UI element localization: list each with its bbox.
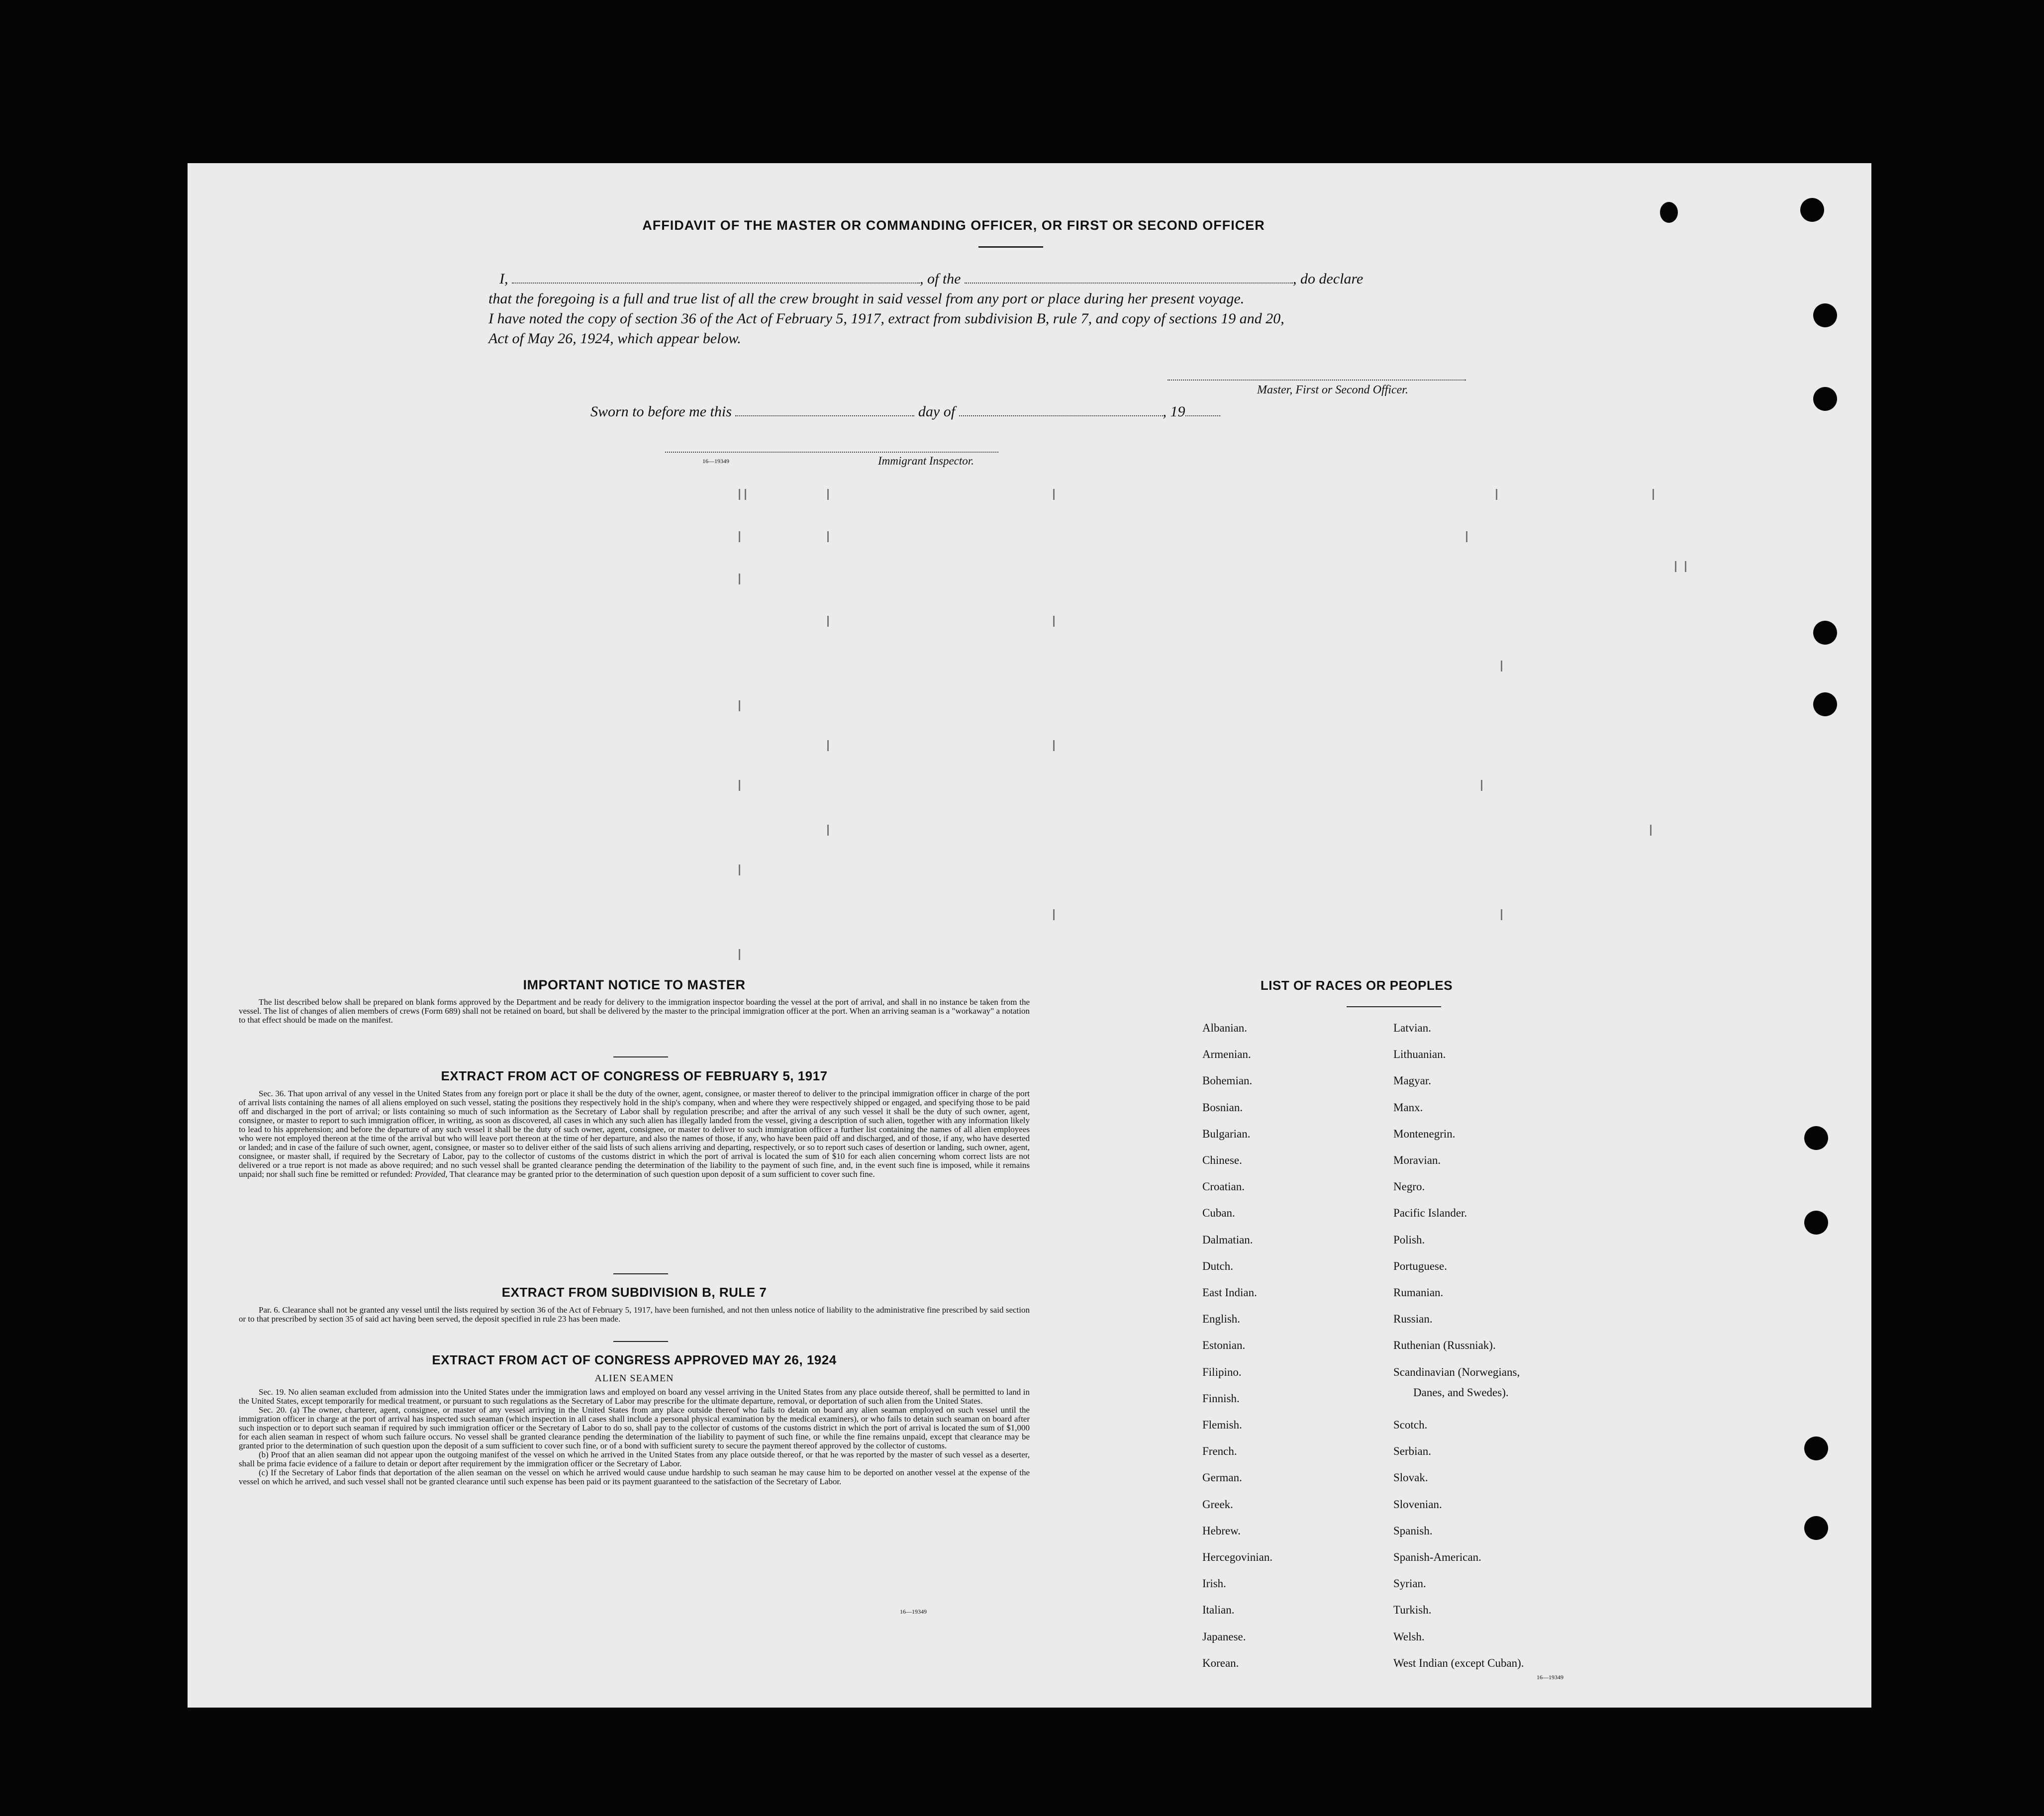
punch-hole <box>1804 1436 1828 1460</box>
punch-hole <box>1813 692 1837 716</box>
race-item: Cuban. <box>1202 1207 1235 1220</box>
sec19-paragraph <box>239 1388 1030 1406</box>
race-item: Slovenian. <box>1393 1498 1442 1511</box>
notice-title: IMPORTANT NOTICE TO MASTER <box>523 977 746 992</box>
race-item: Bulgarian. <box>1202 1127 1251 1140</box>
race-item: Syrian. <box>1393 1577 1426 1590</box>
race-item: Polish. <box>1393 1233 1425 1246</box>
race-item: Turkish. <box>1393 1604 1432 1617</box>
proviso-label: Provided, <box>414 1169 448 1179</box>
race-item: Magyar. <box>1393 1074 1432 1087</box>
races-form-number: 16—19349 <box>1537 1674 1563 1681</box>
sec36-text: That upon arrival of any vessel in the United States from any foreign port or place it shall be the duty of the owner, agent, consignee, or master thereof to deliver to the principal immigration officer in charge of the port of arrival lists containing the names of all aliens employed on such vessel, stating the positions they respectively hold in the ship's company, when and where they were respectively shipped or engaged, and specifying those to be paid off and discharged in the port of arrival; or lists containing so much of such information as the Secretary of Labor shall by regulation prescribe; and after the arrival of any such vessel it shall be the duty of such owner, agent, consignee, or master to report to such immigration officer, in writing, as soon as discovered, all cases in which any such alien has illegally landed from the vessel, giving a description of such alien, together with any information likely to lead to his apprehension; and before the departure of any such vessel it shall be the duty of such owner, agent, consignee, or master to deliver to such immigration officer a further list containing the names of all alien employees who were not employed thereon at the time of the arrival but who will leave port thereon at the time of her departure, and also the names of those, if any, who have been paid off and discharged, and of those, if any, who have deserted or landed; and in case of the failure of such owner, agent, consignee, or master so to deliver either of the said lists of such aliens arriving and departing, respectively, or so to report such cases of desertion or landing, such owner, agent, consignee, or master shall, if required by the Secretary of Labor, pay to the collector of customs of the customs district in which the port of arrival is located the sum of $10 for each alien concerning whom correct lists are not delivered or a true report is not made as above required; and no such vessel shall be granted clearance pending the determination of the liability to the payment of such fine, and, in the event such fine is imposed, while it remains unpaid; nor shall such fine be remitted or refunded: <box>239 1089 1030 1179</box>
race-item: Portuguese. <box>1393 1259 1447 1272</box>
punch-hole <box>1813 303 1837 327</box>
sec20-label: Sec. 20. (a) <box>259 1405 299 1415</box>
race-item: Flemish. <box>1202 1419 1242 1431</box>
sworn-label: Sworn to before me this <box>590 403 732 420</box>
sec20a-text: The owner, charterer, agent, consignee, or master of any vessel arriving in the United States from any place outside thereof who fails to detain on board any alien seaman employed on such vessel until the immigration officer in charge at the port of arrival has inspected such seaman (which inspection in all cases shall include a personal physical examination by the medical examiners), or who fails to detain such seaman on board after such inspection or to deport such seaman if required by such immigration officer or the Secretary of Labor to do so, shall pay to the collector of customs of the customs district in which the port of arrival is located the sum of $1,000 for each alien seaman in respect of whom such failure occurs. No vessel shall be granted clearance pending the determination of the liability to payment of such fine, or while the fine remains unpaid, except that clearance may be granted prior to the determination of such question upon the deposit of a sum sufficient to cover such fine, or of a bond with sufficient surety to secure the payment thereof approved by the collector of customs. <box>239 1405 1030 1450</box>
race-item: English. <box>1202 1313 1241 1326</box>
punch-hole <box>1804 1516 1828 1540</box>
race-item: Scandinavian (Norwegians, <box>1393 1365 1520 1378</box>
race-item-scandinavian-cont: Danes, and Swedes). <box>1413 1386 1509 1399</box>
punch-hole <box>1800 198 1824 222</box>
race-item: Japanese. <box>1202 1630 1246 1643</box>
race-item: Irish. <box>1202 1577 1226 1590</box>
notice-body: The list described below shall be prepared on blank forms approved by the Department and be ready for delivery to the immigration inspector boarding the vessel at the port of arrival, and shall in no instance be taken from the vessel. The list of changes of alien members of crews (Form 689) shall not be retained on board, but shall be delivered by the master to the principal immigration officer at the port. When an arriving seaman is a "workaway" a notation to that effect should be made on the manifest. <box>239 997 1030 1025</box>
race-item: Lithuanian. <box>1393 1048 1446 1061</box>
alien-seamen-subtitle: ALIEN SEAMEN <box>594 1373 674 1384</box>
sec20b-paragraph <box>239 1450 1030 1468</box>
affidavit-title: AFFIDAVIT OF THE MASTER OR COMMANDING OFFICER, OR FIRST OR SECOND OFFICER <box>642 218 1265 233</box>
extract-rule7-title: EXTRACT FROM SUBDIVISION B, RULE 7 <box>501 1285 767 1300</box>
race-item: Chinese. <box>1202 1154 1242 1166</box>
punch-hole <box>1813 621 1837 645</box>
inspector-label: Immigrant Inspector. <box>878 455 974 467</box>
sec19-text: No alien seaman excluded from admission into the United States under the immigration laws and employed on board any vessel arriving in the United States from any place outside thereof, shall be permitted to land in the United States, except temporarily for medical treatment, or pursuant to such regulations as the Secretary of Labor may prescribe for the ultimate departure, removal, or deportation of such alien from the United States. <box>239 1387 1030 1406</box>
affidavit-form-number: 16—19349 <box>702 458 729 465</box>
race-item: Slovak. <box>1393 1471 1428 1484</box>
sec20c-text: If the Secretary of Labor finds that deportation of the alien seaman on the vessel on which he arrived would cause undue hardship to such seaman he may cause him to be deported on another vessel at the expense of the vessel on which he arrived, and such vessel shall not be granted clearance until such expense has been paid or its payment guaranteed to the satisfaction of the Secretary of Labor. <box>239 1468 1030 1486</box>
document-page <box>188 163 1871 1708</box>
race-item: Greek. <box>1202 1498 1233 1511</box>
race-item: Armenian. <box>1202 1048 1251 1061</box>
sec20c-paragraph <box>239 1468 1030 1486</box>
races-title-underline <box>1347 1006 1441 1007</box>
divider <box>613 1056 668 1057</box>
race-item: Italian. <box>1202 1604 1235 1617</box>
race-item: Manx. <box>1393 1101 1423 1114</box>
race-item: German. <box>1202 1471 1242 1484</box>
races-title: LIST OF RACES OR PEOPLES <box>1260 978 1453 993</box>
punch-hole <box>1804 1126 1828 1150</box>
officer-name-field[interactable] <box>512 273 920 284</box>
race-item: Dutch. <box>1202 1259 1233 1272</box>
decl-of-label: , of the <box>920 271 961 287</box>
sworn-line <box>590 402 1220 422</box>
race-item: Filipino. <box>1202 1365 1242 1378</box>
race-item: Rumanian. <box>1393 1286 1444 1299</box>
race-item: Negro. <box>1393 1180 1425 1193</box>
sec20c-label: (c) <box>259 1468 268 1477</box>
sec20a-paragraph <box>239 1406 1030 1450</box>
day-of-label: day of <box>918 403 956 420</box>
sec19-label: Sec. 19. <box>259 1387 286 1397</box>
race-item: Albanian. <box>1202 1022 1248 1034</box>
decl-i-label: I, <box>499 271 508 287</box>
sec20b-label: (b) <box>259 1450 269 1459</box>
extract-1917-title: EXTRACT FROM ACT OF CONGRESS OF FEBRUARY 5, 1917 <box>441 1068 828 1083</box>
punch-hole <box>1660 202 1678 223</box>
race-item: Spanish. <box>1393 1524 1433 1537</box>
extract-1917-body <box>239 1089 1030 1179</box>
race-item: Pacific Islander. <box>1393 1207 1467 1220</box>
sworn-year-field[interactable] <box>1185 405 1220 416</box>
vessel-name-field[interactable] <box>965 273 1293 284</box>
divider <box>613 1341 668 1342</box>
extract-1924-body <box>239 1388 1030 1486</box>
declaration-line-3: I have noted the copy of section 36 of the Act of February 5, 1917, extract from subdivision B, rule 7, and copy of sections 19 and 20, <box>488 310 1284 327</box>
race-item: Finnish. <box>1202 1392 1240 1405</box>
race-item: Bosnian. <box>1202 1101 1243 1114</box>
race-item: Estonian. <box>1202 1339 1246 1352</box>
extract-1924-title: EXTRACT FROM ACT OF CONGRESS APPROVED MAY 26, 1924 <box>432 1352 837 1367</box>
race-item: Welsh. <box>1393 1630 1425 1643</box>
decl-declare-label: , do declare <box>1293 271 1363 287</box>
race-item: Latvian. <box>1393 1022 1431 1034</box>
race-item: Croatian. <box>1202 1180 1245 1193</box>
race-item: Spanish-American. <box>1393 1551 1481 1563</box>
race-item: Hercegovinian. <box>1202 1551 1273 1563</box>
race-item: West Indian (except Cuban). <box>1393 1656 1524 1669</box>
punch-hole <box>1813 387 1837 411</box>
declaration-line-2: that the foregoing is a full and true list of all the crew brought in said vessel from any port or place during her present voyage. <box>488 290 1245 307</box>
race-item: Bohemian. <box>1202 1074 1253 1087</box>
extract-rule7-body: Par. 6. Clearance shall not be granted any vessel until the lists required by section 36 of the Act of February 5, 1917, have been furnished, and not then unless notice of liability to the administrative fine prescribed by said section or to that prescribed by section 35 of said act having been served, the deposit specified in rule 23 has been made. <box>239 1305 1030 1324</box>
master-signature-label: Master, First or Second Officer. <box>1257 383 1408 396</box>
race-item: Russian. <box>1393 1313 1433 1326</box>
declaration-line-4: Act of May 26, 1924, which appear below. <box>488 330 741 347</box>
proviso-text: That clearance may be granted prior to the determination of such question upon deposit of a sum sufficient to cover such fine. <box>449 1169 875 1179</box>
year-prefix-label: , 19 <box>1163 403 1185 420</box>
title-underline <box>978 246 1043 248</box>
sec20b-text: Proof that an alien seaman did not appear upon the outgoing manifest of the vessel on which he arrived in the United States from any place outside thereof, or that he was reported by the master of such vessel as a deserter, shall be prima facie evidence of a failure to detain or deport after requirement by the immigration officer or the Secretary of Labor. <box>239 1450 1030 1468</box>
race-item: Ruthenian (Russniak). <box>1393 1339 1496 1352</box>
extract-form-number: 16—19349 <box>900 1608 927 1615</box>
race-item: East Indian. <box>1202 1286 1257 1299</box>
race-item: Dalmatian. <box>1202 1233 1253 1246</box>
race-item: Scotch. <box>1393 1419 1428 1431</box>
race-item: Moravian. <box>1393 1154 1441 1166</box>
master-signature-line[interactable] <box>1168 380 1466 381</box>
sworn-day-field[interactable] <box>735 405 914 416</box>
race-item: Serbian. <box>1393 1445 1432 1458</box>
inspector-signature-line[interactable] <box>665 452 998 453</box>
sworn-month-field[interactable] <box>959 405 1163 416</box>
race-item: French. <box>1202 1445 1237 1458</box>
sec36-label: Sec. 36. <box>259 1089 286 1098</box>
race-item: Montenegrin. <box>1393 1127 1456 1140</box>
punch-hole <box>1804 1211 1828 1235</box>
divider <box>613 1273 668 1274</box>
race-item: Hebrew. <box>1202 1524 1241 1537</box>
race-item: Korean. <box>1202 1656 1239 1669</box>
declaration-line-1 <box>488 269 1434 289</box>
